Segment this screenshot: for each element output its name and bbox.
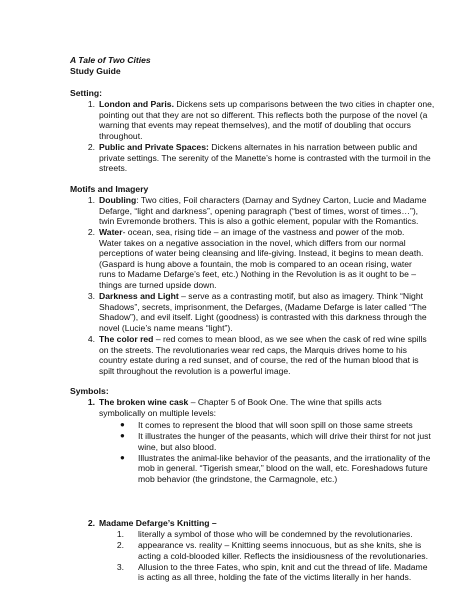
document-subtitle: Study Guide <box>70 66 121 76</box>
setting-item <box>99 99 439 141</box>
setting-heading: Setting: <box>70 88 102 98</box>
symbol-item-text: symbolically on multiple levels: <box>99 407 217 418</box>
setting-item-text: Dickens alternates in his narration between public and <box>208 142 418 152</box>
setting-item-text: pointing out that they are not so different. This reflects both the purpose of the novel (a <box>99 109 428 120</box>
sublist-item <box>138 562 448 583</box>
motif-item-text: – serve as a contrasting motif, but also as imagery. Think “Night <box>178 291 423 301</box>
symbol-item-number: 1. <box>87 397 95 407</box>
sublist-item-text: is acting as all three, holding the fate of the victims literally in her hands. <box>138 572 412 582</box>
motif-item-text: Shadow”), and evil itself. Light (goodness) is contrasted with this darkness through the <box>99 312 427 322</box>
bullet-item <box>138 453 448 485</box>
setting-item-number: 1. <box>87 99 95 109</box>
motif-item-text: perceptions of water being cleansing and life-giving. Instead, it begins to mean death. <box>99 248 424 258</box>
setting-item-text: warning that events may repeat themselves), and the motif of doubling that occurs <box>99 120 411 130</box>
motif-item-text: - ocean, sea, rising tide – an image of the vastness and power of the mob. <box>122 227 405 237</box>
motif-item-number: 2. <box>87 227 95 237</box>
bullet-icon: ● <box>120 431 125 440</box>
motif-item-number: 1. <box>87 195 95 205</box>
motif-item-text: Water takes on a negative association in the novel, which differs from our normal <box>99 237 406 248</box>
sublist-item-text: appearance vs. reality – Knitting seems innocuous, but as she knits, she is <box>138 540 422 550</box>
setting-item-text: Dickens sets up comparisons between the two cities in chapter one, <box>173 99 435 109</box>
motif-item-text: – red comes to mean blood, as we see when the cask of red wine spills <box>153 334 427 344</box>
bullet-item <box>138 431 448 452</box>
sublist-number: 3. <box>116 561 124 572</box>
setting-item-text: private settings. The serenity of the Manette’s home is contrasted with the turmoil in the <box>99 152 431 163</box>
symbol-item-text: – Chapter 5 of Book One. The wine that spills acts <box>188 397 382 407</box>
document-title: A Tale of Two Cities <box>70 55 151 65</box>
motif-item-lead: Doubling <box>99 195 137 205</box>
setting-item-text: throughout. <box>99 130 143 141</box>
symbol-item-knitting: Madame Defarge’s Knitting – <box>99 518 217 528</box>
bullet-item-text: It illustrates the hunger of the peasants, which will drive their thirst for not just <box>138 431 431 441</box>
motif-item-lead: Darkness and Light <box>99 291 179 301</box>
sublist-item <box>138 529 448 540</box>
symbols-heading: Symbols: <box>70 386 109 396</box>
motif-item <box>99 291 439 333</box>
motif-item <box>99 334 439 376</box>
bullet-item-text: wine, but also blood. <box>138 441 217 452</box>
motif-item-text: Defarge, “light and darkness”, opening paragraph (“best of times, worst of times…”), <box>99 205 419 216</box>
bullet-item <box>138 420 448 431</box>
motif-item <box>99 227 439 290</box>
motif-item-text: runs to Madame Defarge’s feet, etc.) Nothing in the Revolution is as it ought to be – <box>99 269 417 279</box>
bullet-item-text: Illustrates the animal-like behavior of the peasants, and the irrationality of the <box>138 452 431 463</box>
motif-item-text: on the streets. The revolutionaries wear red caps, the Marquis drives home to his <box>99 344 407 355</box>
setting-item-lead: Public and Private Spaces: <box>99 142 209 152</box>
sublist-item-text: Allusion to the three Fates, who spin, knit and cut the thread of life. Madame <box>138 561 428 572</box>
motif-item-text: novel (Lucie’s name means “light”). <box>99 322 233 333</box>
setting-item-lead: London and Paris. <box>99 99 174 109</box>
motif-item-text: spilt throughout the revolution is a powerful image. <box>99 365 291 376</box>
sublist-item-text: literally a symbol of those who will be condemned by the revolutionaries. <box>138 529 413 539</box>
motif-item-text: things are turned upside down. <box>99 279 217 290</box>
motif-item-text: : Two cities, Foil characters (Darnay and Sydney Carton, Lucie and Madame <box>136 195 427 205</box>
bullet-item-text: mob behavior (the grindstone, the Carmagnole, etc.) <box>138 473 338 484</box>
motif-item-lead: Water <box>99 227 123 237</box>
motif-item-text: (Gaspard is hung above a fountain, the mob is compared to an ocean rising, water <box>99 258 412 269</box>
bullet-icon: ● <box>120 420 125 429</box>
setting-item-number: 2. <box>87 142 95 152</box>
sublist-item <box>138 540 448 561</box>
symbol-item-wine <box>99 397 439 418</box>
setting-item <box>99 142 439 174</box>
symbol-item-lead: The broken wine cask <box>99 397 189 407</box>
motifs-heading: Motifs and Imagery <box>70 184 149 194</box>
motif-item-text: country estate during a red sunset, and of course, the red of the human blood that is <box>99 355 419 365</box>
setting-item-text: streets. <box>99 163 128 173</box>
sublist-number: 1. <box>116 529 124 539</box>
bullet-item-text: It comes to represent the blood that will soon spill on those same streets <box>138 420 413 430</box>
motif-item <box>99 195 439 227</box>
motif-item-text: Shadows”, secrets, imprisonment, the Defarges, (Madame Defarge is later called “The <box>99 301 427 312</box>
motif-item-number: 3. <box>87 291 95 301</box>
motif-item-lead: The color red <box>99 334 154 344</box>
bullet-item-text: mob in general. “Tigerish smear,” blood on the wall, etc. Foreshadows future <box>138 463 428 473</box>
sublist-number: 2. <box>116 540 124 550</box>
symbol-item-number: 2. <box>87 518 95 528</box>
motif-item-number: 4. <box>87 334 95 344</box>
motif-item-text: twin Evremonde brothers. This is also a gothic element, popular with the Romantics. <box>99 216 419 226</box>
sublist-item-text: acting a cold-blooded killer. Reflects the insidiousness of the revolutionaries. <box>138 550 428 561</box>
bullet-icon: ● <box>120 452 125 462</box>
